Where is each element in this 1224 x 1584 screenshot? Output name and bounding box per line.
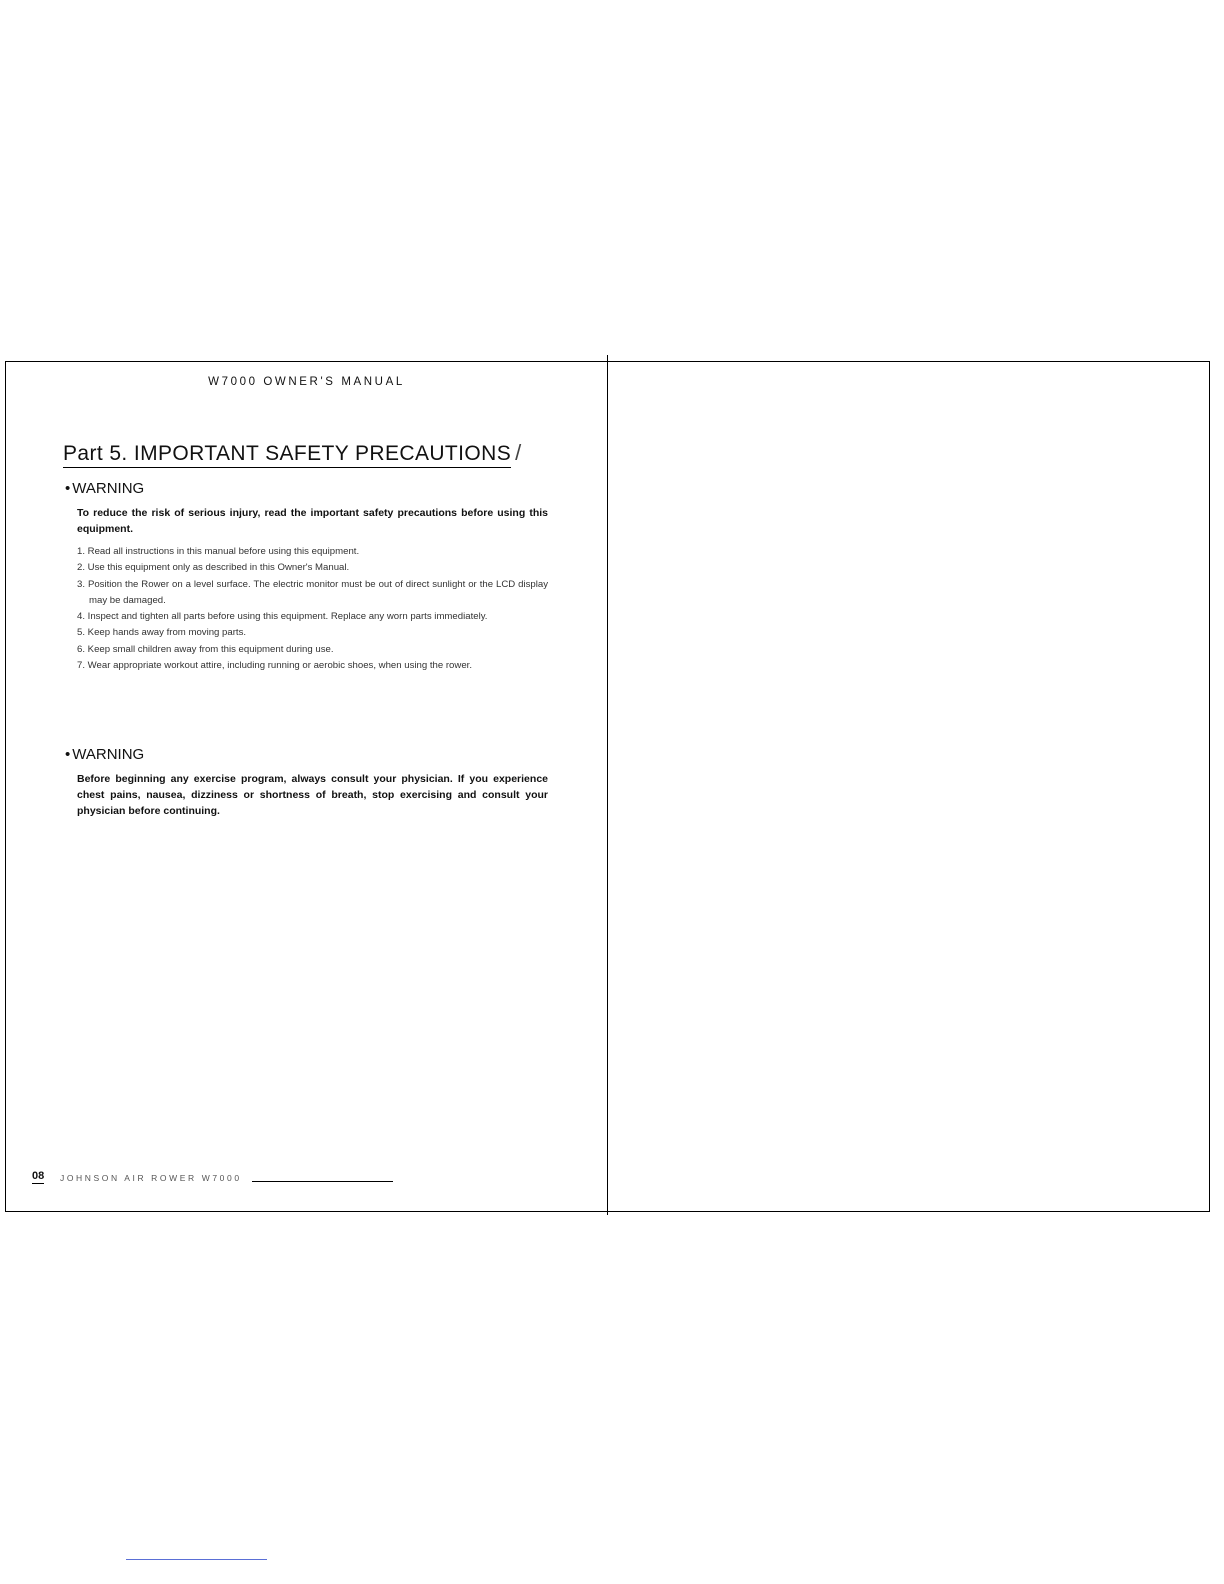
footer-product-name: JOHNSON AIR ROWER W7000 bbox=[60, 1173, 242, 1183]
title-slash-mark: / bbox=[515, 440, 522, 465]
warning-heading-text: WARNING bbox=[72, 480, 145, 497]
right-page-blank bbox=[608, 362, 1209, 1211]
list-item: 7. Wear appropriate workout attire, including running or aerobic shoes, when using the rower. bbox=[77, 660, 472, 672]
list-item: 1. Read all instructions in this manual before using this equipment. bbox=[77, 546, 360, 557]
footer-rule bbox=[252, 1181, 393, 1182]
warning-heading-text: WARNING bbox=[72, 746, 145, 763]
section-title-block bbox=[63, 440, 553, 468]
precaution-list bbox=[77, 544, 548, 674]
page-number: 08 bbox=[32, 1170, 45, 1182]
section-title: Part 5. IMPORTANT SAFETY PRECAUTIONS bbox=[63, 442, 511, 468]
warning-heading-1 bbox=[65, 480, 144, 497]
left-page bbox=[6, 362, 607, 1211]
stray-underline-mark bbox=[126, 1559, 267, 1560]
warning-1-text: To reduce the risk of serious injury, read the important safety precautions before using this equipment. bbox=[77, 507, 548, 535]
warning-2-text: Before beginning any exercise program, always consult your physician. If you experience chest pains, nausea, dizziness or shortness of breath, stop exercising and consult your physician before continuing. bbox=[77, 773, 548, 817]
bullet-icon: • bbox=[65, 480, 71, 497]
bullet-icon: • bbox=[65, 746, 71, 763]
page-fold-line bbox=[607, 355, 608, 1215]
list-item: 6. Keep small children away from this equipment during use. bbox=[77, 643, 334, 655]
list-item: 3. Position the Rower on a level surface. The electric monitor must be out of direct sunlight or the LCD display may be damaged. bbox=[77, 578, 548, 606]
list-item: 5. Keep hands away from moving parts. bbox=[77, 627, 247, 639]
page-footer bbox=[32, 1170, 412, 1190]
list-item: 2. Use this equipment only as described in this Owner's Manual. bbox=[77, 562, 350, 574]
list-item: 4. Inspect and tighten all parts before using this equipment. Replace any worn parts immediately. bbox=[77, 611, 488, 623]
running-header: W7000 OWNER'S MANUAL bbox=[208, 376, 405, 388]
warning-heading-2 bbox=[65, 746, 144, 763]
